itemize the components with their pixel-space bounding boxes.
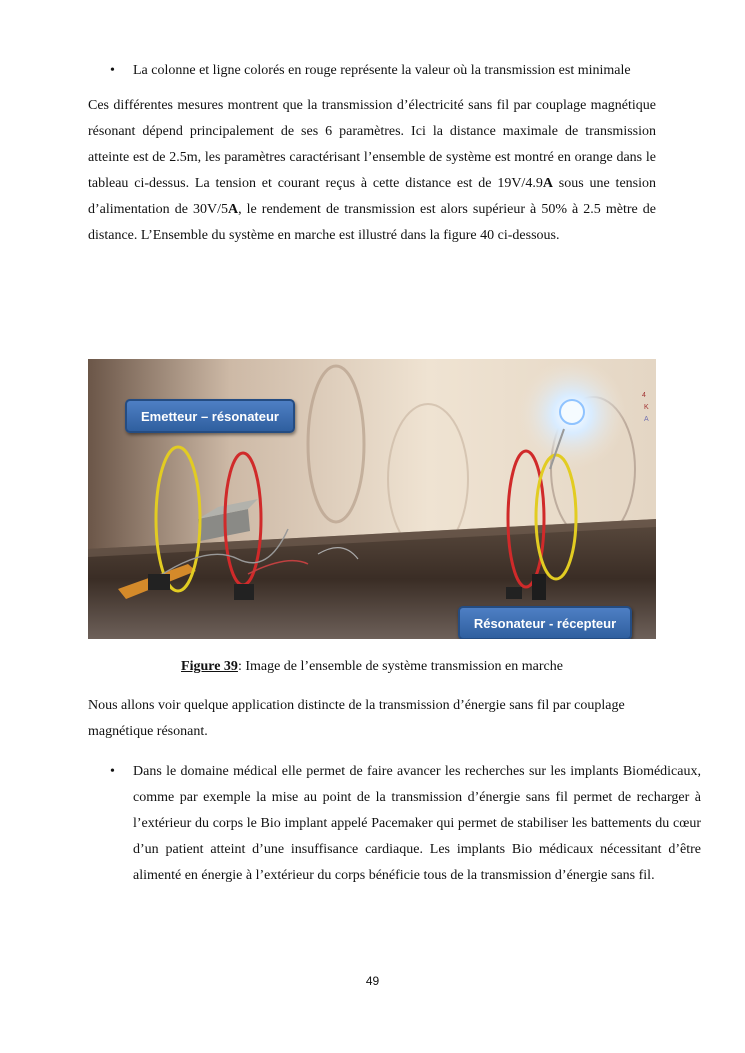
callout-transmitter: Emetteur – résonateur [125, 399, 295, 433]
wall-text-2: K [644, 404, 649, 411]
paragraph-measures-part1: Ces différentes mesures montrent que la transmission d’électricité sans fil par couplage magnétique résonant dépend principalement de ses 6 paramètres. Ici la distance maximale de transmission atteinte est de 2.5m, les paramètres caractérisant l’ensemble de système est montré en orange dans le tableau ci-dessus. La tension et courant reçus à cette distance est de 19V/4.9 [88, 98, 656, 191]
figure-caption-text: : Image de l’ensemble de système transmission en marche [237, 659, 563, 674]
unit-ampere-1: A [542, 176, 553, 191]
unit-ampere-2: A [227, 202, 239, 217]
page-body [88, 58, 656, 249]
bullet-minimal-transmission: • La colonne et ligne colorés en rouge représente la valeur où la transmission est minimale [88, 58, 656, 84]
bullet-medical: • Dans le domaine médical elle permet de faire avancer les recherches sur les implants Biomédicaux, comme par exemple la mise au point de la transmission d’énergie sans fil permet de recharger à l’extérieur du corps le Bio implant appelé Pacemaker qui permet de stabiliser les battements du cœur d’un patient atteint d’une insuffisance cardiaque. Les implants Bio médicaux nécessitant d’être alimenté en énergie à l’extérieur du corps bénéficie tous de la transmission d’énergie sans fil. [88, 759, 701, 889]
paragraph-applications: Nous allons voir quelque application distincte de la transmission d’énergie sans fil par couplage magnétique résonant. [88, 698, 625, 739]
paragraph-measures-part3: , le rendement de transmission est alors supérieur à 50% à 2.5 mètre de distance. L’Ensemble du système en marche est illustré dans la figure 40 ci-dessous. [88, 202, 656, 243]
figure-caption [88, 657, 656, 677]
wall-text-3: A [644, 416, 649, 423]
paragraph-measures [88, 93, 656, 249]
callout-receiver: Résonateur - récepteur [458, 606, 632, 639]
figure-photo [88, 359, 656, 639]
page-number: 49 [365, 974, 380, 988]
figure-label: Figure 39 [181, 659, 238, 674]
paragraph-measures-part2: sous une tension d’alimentation de 30V/5 [88, 176, 656, 217]
wall-text-1: 4 [642, 392, 646, 399]
